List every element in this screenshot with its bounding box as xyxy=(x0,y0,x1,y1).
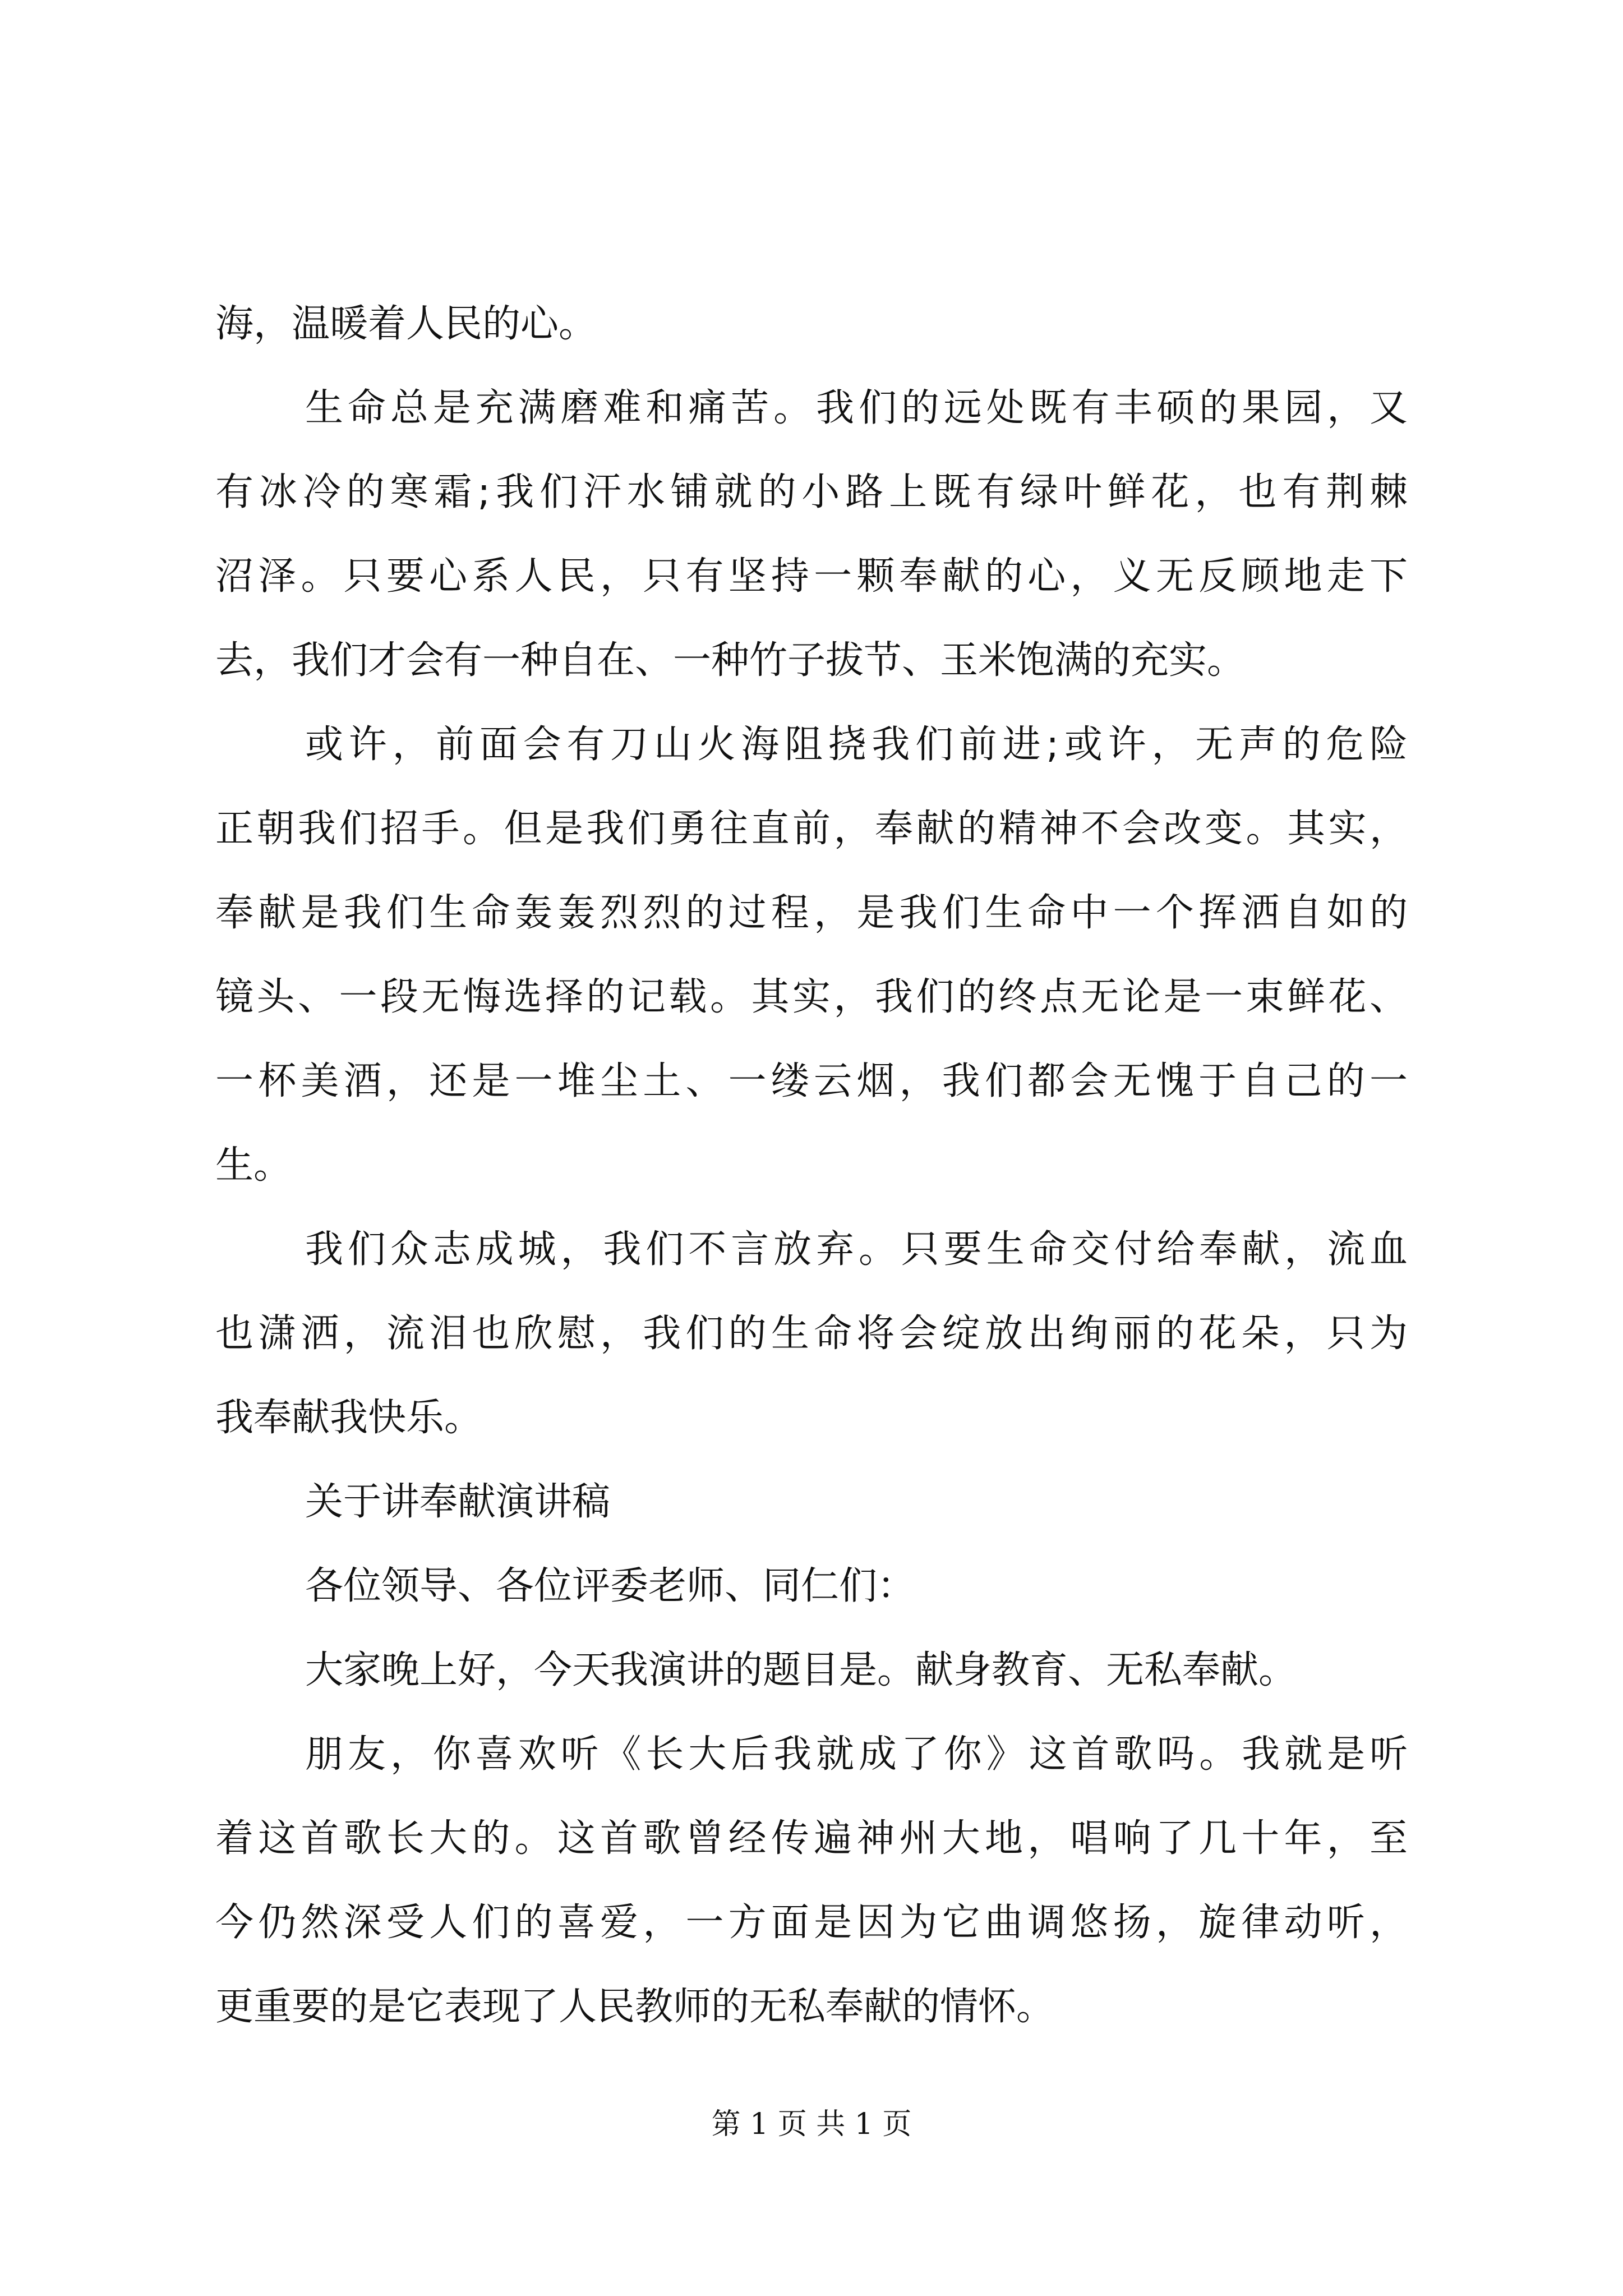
text-line: 一杯美酒，还是一堆尘土、一缕云烟，我们都会无愧于自己的一 xyxy=(215,1059,1408,1103)
text-line: 沼泽。只要心系人民，只有坚持一颗奉献的心，义无反顾地走下 xyxy=(215,554,1408,599)
text-line: 着这首歌长大的。这首歌曾经传遍神州大地，唱响了几十年，至 xyxy=(215,1816,1408,1861)
text-line: 有冰冷的寒霜;我们汗水铺就的小路上既有绿叶鲜花，也有荆棘 xyxy=(215,470,1408,514)
text-line: 我奉献我快乐。 xyxy=(215,1396,483,1440)
text-line: 今仍然深受人们的喜爱，一方面是因为它曲调悠扬，旋律动听， xyxy=(215,1901,1408,1945)
text-line: 更重要的是它表现了人民教师的无私奉献的情怀。 xyxy=(215,1985,1055,2029)
section-title: 关于讲奉献演讲稿 xyxy=(305,1480,611,1524)
text-line: 正朝我们招手。但是我们勇往直前，奉献的精神不会改变。其实， xyxy=(215,807,1408,851)
paragraph-first-line: 我们众志成城，我们不言放弃。只要生命交付给奉献，流血 xyxy=(305,1227,1408,1272)
text-line: 镜头、一段无悔选择的记载。其实，我们的终点无论是一束鲜花、 xyxy=(215,975,1408,1019)
text-line: 也潇洒，流泪也欣慰，我们的生命将会绽放出绚丽的花朵，只为 xyxy=(215,1312,1408,1356)
greeting-line: 大家晚上好，今天我演讲的题目是。献身教育、无私奉献。 xyxy=(305,1648,1297,1692)
paragraph-first-line: 生命总是充满磨难和痛苦。我们的远处既有丰硕的果园，又 xyxy=(305,386,1408,430)
text-line: 奉献是我们生命轰轰烈烈的过程，是我们生命中一个挥洒自如的 xyxy=(215,891,1408,935)
salutation: 各位领导、各位评委老师、同仁们： xyxy=(305,1564,916,1608)
page-number-footer: 第 1 页 共 1 页 xyxy=(711,2108,912,2141)
text-line: 去，我们才会有一种自在、一种竹子拔节、玉米饱满的充实。 xyxy=(215,638,1246,683)
paragraph-first-line: 朋友，你喜欢听《长大后我就成了你》这首歌吗。我就是听 xyxy=(305,1732,1408,1777)
paragraph-first-line: 或许，前面会有刀山火海阻挠我们前进;或许，无声的危险 xyxy=(305,723,1408,767)
text-line: 海，温暖着人民的心。 xyxy=(215,302,597,346)
text-line: 生。 xyxy=(215,1143,292,1188)
